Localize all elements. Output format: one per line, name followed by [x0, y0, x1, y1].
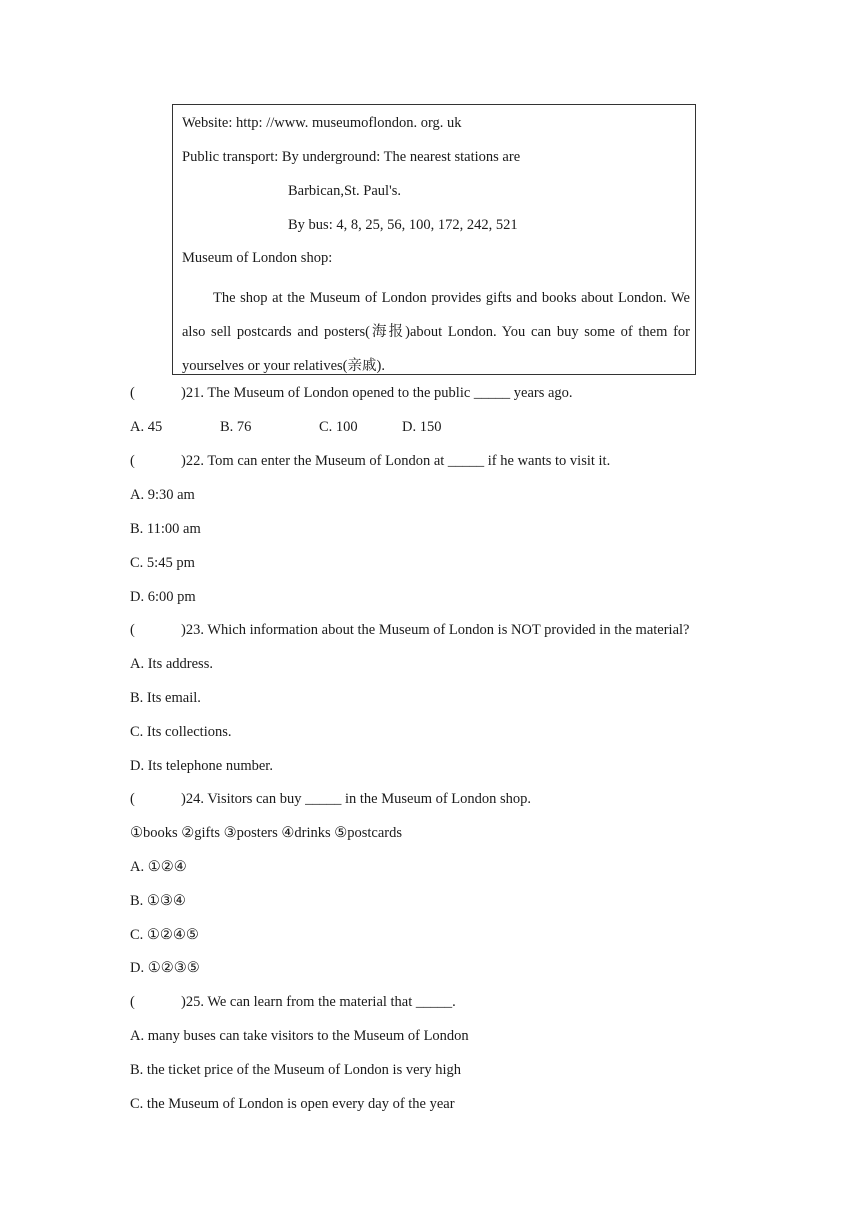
choices-line: ①books ②gifts ③posters ④drinks ⑤postcards	[130, 825, 403, 841]
question-stem: )23. Which information about the Museum of London is NOT provided in the material?	[181, 622, 690, 638]
transport-line: Public transport: By underground: The nearest stations are	[182, 149, 521, 165]
answer-paren: (	[130, 385, 135, 401]
option-d: D. ①②③⑤	[130, 960, 200, 976]
answer-paren: (	[130, 453, 135, 469]
question-23	[130, 622, 689, 639]
option-c: C. 100	[319, 419, 358, 435]
website-line: Website: http: //www. museumoflondon. org. uk	[182, 115, 462, 131]
option-b: B. ①③④	[130, 893, 186, 909]
info-box	[172, 104, 696, 375]
option-d: D. 6:00 pm	[130, 589, 196, 605]
question-stem: )25. We can learn from the material that _____.	[181, 994, 456, 1010]
shop-paragraph: The shop at the Museum of London provides gifts and books about London. We also sell postcards and posters(海报)about London. You can buy some of them for yourselves or your relatives(亲戚).	[182, 290, 690, 374]
underground-stations-line: Barbican,St. Paul's.	[288, 183, 401, 199]
option-b: B. 76	[220, 419, 252, 435]
question-24	[130, 791, 531, 808]
answer-paren: (	[130, 622, 135, 638]
option-b: B. 11:00 am	[130, 521, 201, 537]
answer-paren: (	[130, 791, 135, 807]
shop-heading: Museum of London shop:	[182, 250, 333, 266]
option-a: A. 9:30 am	[130, 487, 195, 503]
question-25	[130, 994, 456, 1011]
option-c: C. Its collections.	[130, 724, 232, 740]
question-21-options	[130, 419, 441, 436]
bus-line: By bus: 4, 8, 25, 56, 100, 172, 242, 521	[288, 217, 518, 233]
option-c: C. the Museum of London is open every day of the year	[130, 1096, 455, 1112]
option-b: B. Its email.	[130, 690, 201, 706]
question-stem: )24. Visitors can buy _____ in the Museum of London shop.	[181, 791, 532, 807]
answer-paren: (	[130, 994, 135, 1010]
question-stem: )22. Tom can enter the Museum of London at _____ if he wants to visit it.	[181, 453, 611, 469]
question-21	[130, 385, 573, 402]
option-a: A. many buses can take visitors to the Museum of London	[130, 1028, 469, 1044]
question-stem: )21. The Museum of London opened to the public _____ years ago.	[181, 385, 573, 401]
option-b: B. the ticket price of the Museum of London is very high	[130, 1062, 462, 1078]
option-a: A. Its address.	[130, 656, 213, 672]
option-d: D. 150	[402, 419, 442, 435]
option-a: A. ①②④	[130, 859, 187, 875]
option-a: A. 45	[130, 419, 163, 435]
option-d: D. Its telephone number.	[130, 758, 273, 774]
option-c: C. ①②④⑤	[130, 927, 199, 943]
option-c: C. 5:45 pm	[130, 555, 195, 571]
question-22	[130, 453, 610, 470]
